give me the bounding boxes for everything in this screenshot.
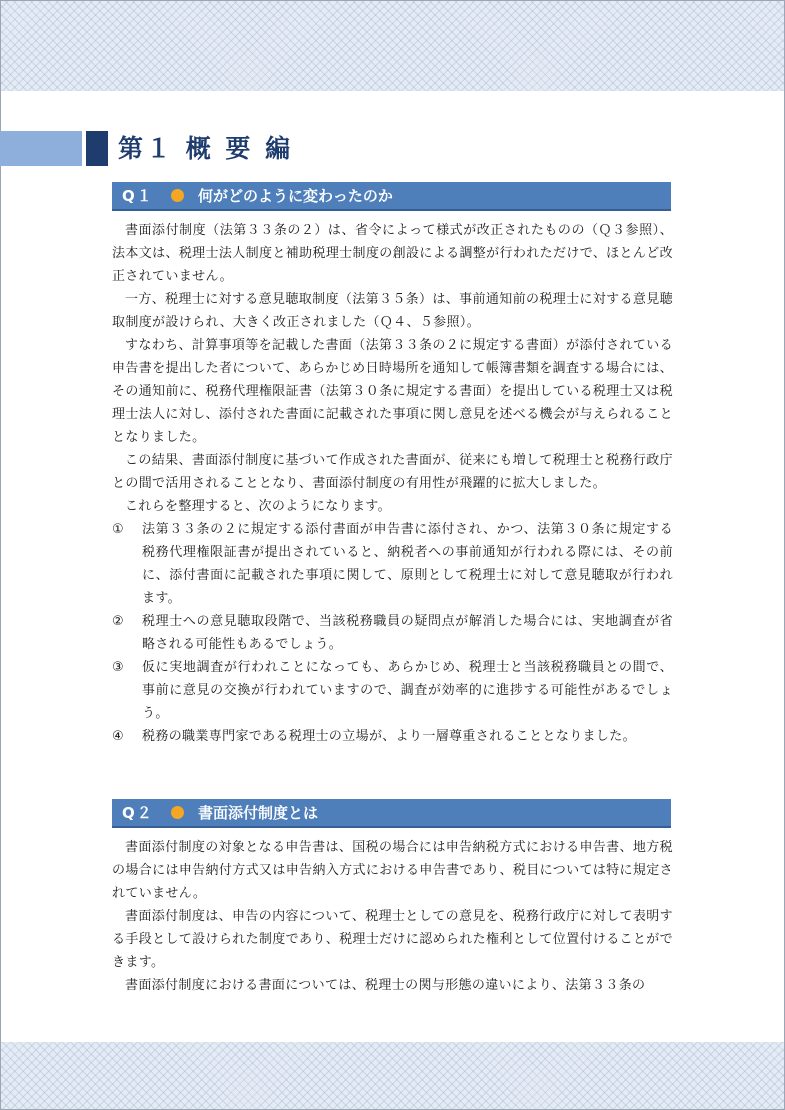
list-item: [112, 610, 673, 656]
list-item-text: 仮に実地調査が行われことになっても、あらかじめ、税理士と当該税務職員との間で、事前に意見の交換が行われていますので、調査が効率的に進捗する可能性があるでしょう。: [142, 660, 673, 721]
list-item-text: 税理士への意見聴取段階で、当該税務職員の疑問点が解消した場合には、実地調査が省略される可能性もあるでしょう。: [142, 614, 673, 652]
paragraph: 書面添付制度における書面については、税理士の関与形態の違いにより、法第３３条の: [125, 978, 646, 993]
chapter-heading: [0, 131, 300, 166]
chapter-title: 第１ 概 要 編: [118, 134, 294, 163]
list-item: [112, 725, 673, 748]
paragraph: すなわち、計算事項等を記載した書面（法第３３条の２に規定する書面）が添付されている申告書を提出した者について、あらかじめ日時場所を通知して帳簿書類を調査する場合には、その通知前に、税務代理権限証書（法第３０条に規定する書面）を提出している税理士又は税理士法人に対し、添付された書面に記載された事項に関し意見を述べる機会が与えられることとなりました。: [112, 338, 673, 445]
section-title: 何がどのように変わったのか: [198, 187, 393, 205]
header-pattern-band: [1, 1, 784, 91]
paragraph: 書面添付制度の対象となる申告書は、国税の場合には申告納税方式における申告書、地方税の場合には申告納付方式又は申告納入方式における申告書であり、税目については特に規定されていません。: [112, 840, 673, 901]
paragraph: これらを整理すると、次のようになります。: [125, 499, 391, 514]
list-marker: ④: [112, 729, 125, 744]
section-header-q2: [112, 799, 671, 828]
list-item: [112, 656, 673, 725]
list-item-text: 税務の職業専門家である税理士の立場が、より一層尊重されることとなりました。: [142, 729, 636, 744]
paragraph: 書面添付制度は、申告の内容について、税理士としての意見を、税務行政庁に対して表明する手段として設けられた制度であり、税理士だけに認められた権利として位置付けることができます。: [112, 909, 673, 970]
list-item: [112, 518, 673, 610]
chapter-bar-dark: [86, 131, 108, 166]
chapter-bar-light: [0, 131, 82, 166]
paragraph: この結果、書面添付制度に基づいて作成された書面が、従来にも増して税理士と税務行政庁との間で活用されることとなり、書面添付制度の有用性が飛躍的に拡大しました。: [112, 453, 673, 491]
section-title: 書面添付制度とは: [198, 804, 319, 822]
bullet-dot-icon: [171, 806, 184, 819]
section-number: Q２: [122, 804, 154, 822]
bullet-dot-icon: [171, 189, 184, 202]
list-item-text: 法第３３条の２に規定する添付書面が申告書に添付され、かつ、法第３０条に規定する税務代理権限証書が提出されていると、納税者への事前通知が行われる際には、その前に、添付書面に記載された事項に関して、原則として税理士に対して意見聴取が行われます。: [142, 522, 673, 606]
section-number: Q１: [122, 187, 154, 205]
section-body-q1: [112, 219, 673, 748]
list-marker: ②: [112, 614, 125, 629]
section-body-q2: [112, 836, 673, 997]
section-header-q1: [112, 182, 671, 211]
footer-pattern-band: [1, 1042, 784, 1109]
paragraph: 書面添付制度（法第３３条の２）は、省令によって様式が改正されたものの（Ｑ３参照）、法本文は、税理士法人制度と補助税理士制度の創設による調整が行われただけで、ほとんど改正されていません。: [112, 223, 673, 284]
paragraph: 一方、税理士に対する意見聴取制度（法第３５条）は、事前通知前の税理士に対する意見聴取制度が設けられ、大きく改正されました（Ｑ４、５参照）。: [112, 292, 673, 330]
list-marker: ①: [112, 522, 125, 537]
list-marker: ③: [112, 660, 125, 675]
